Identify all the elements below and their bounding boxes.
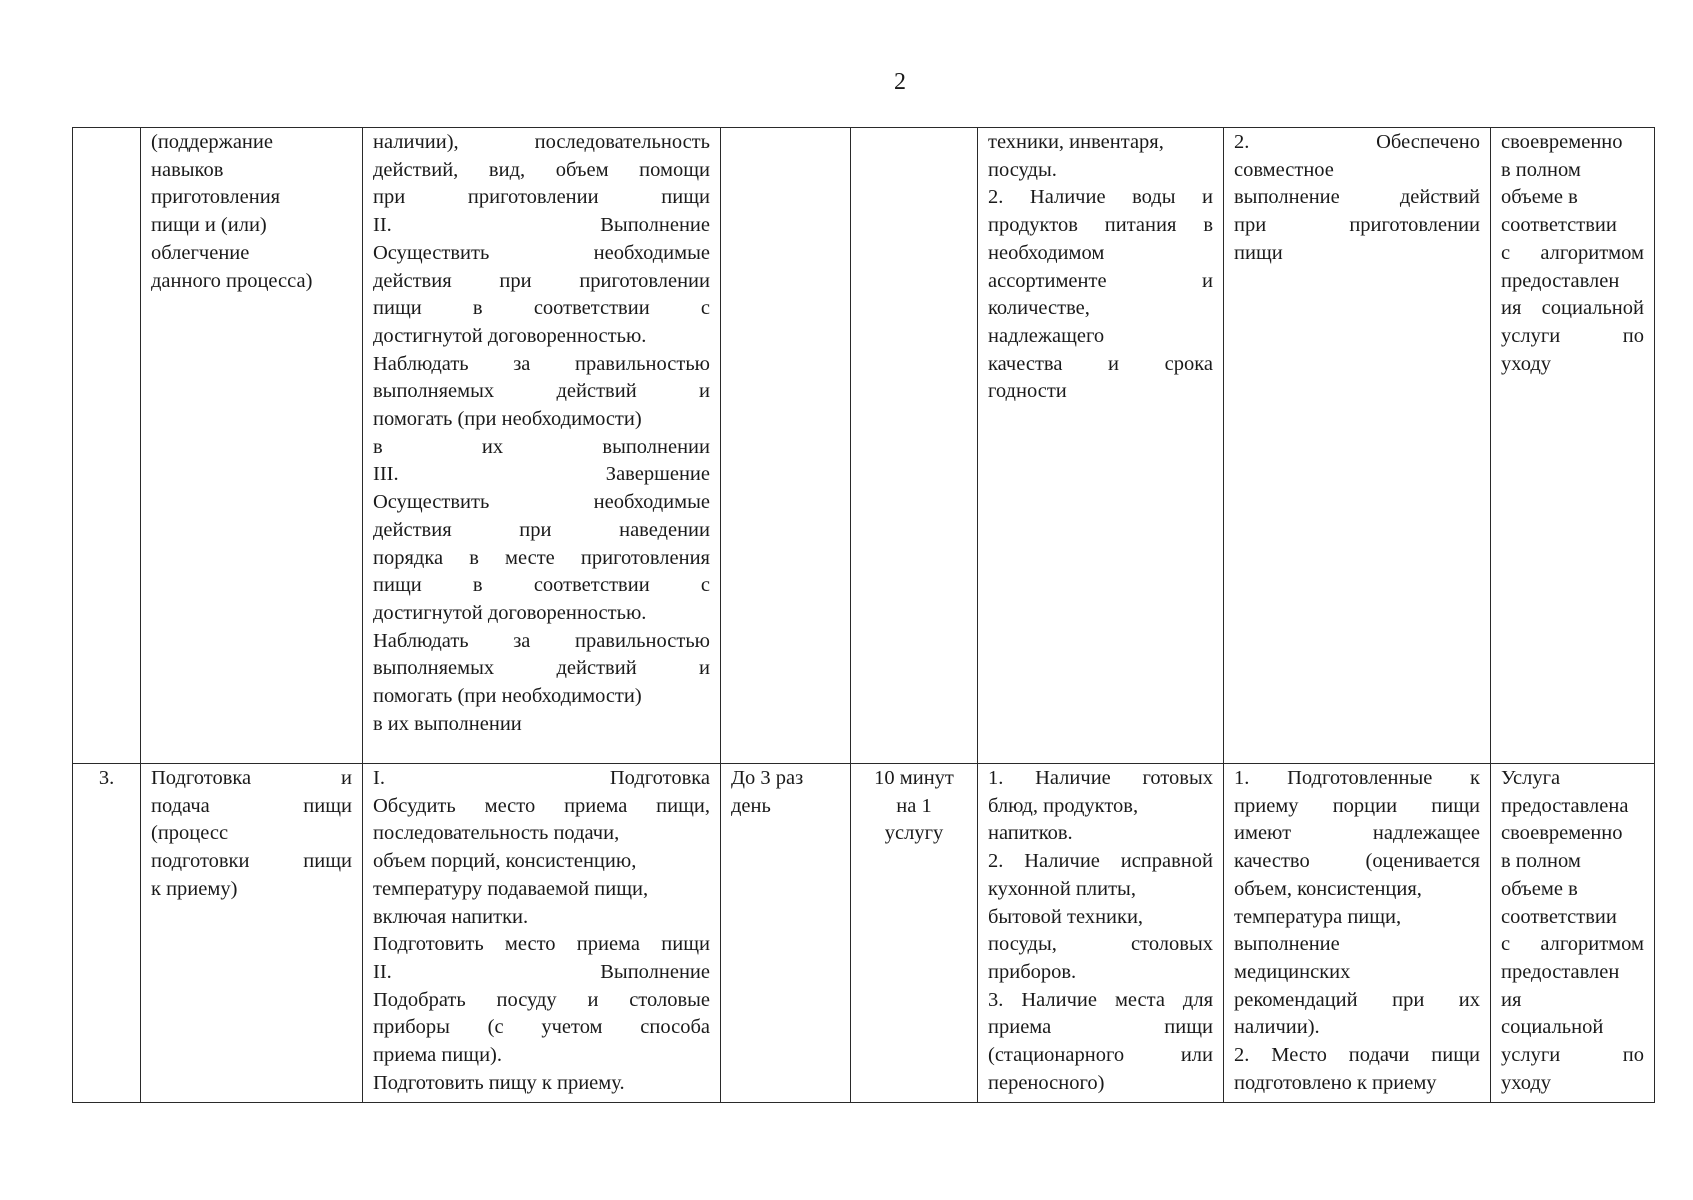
cell-text-line: в их выполнении xyxy=(373,712,522,735)
cell-text-line: Обсудить место приема пищи, xyxy=(373,794,710,817)
cell-text-line: 2. Наличие исправной xyxy=(988,850,1213,873)
table-row xyxy=(73,128,1655,764)
cell-text-line: Подобрать посуду и столовые xyxy=(373,988,710,1011)
cell-text-line: действия при наведении xyxy=(373,518,710,541)
cell-text-line: 1. Подготовленные к xyxy=(1234,767,1480,789)
cell-text-line: 3. Наличие места для xyxy=(988,988,1213,1011)
cell-text-line: день xyxy=(731,794,771,817)
cell-text-line: ассортименте и xyxy=(988,269,1213,292)
cell-text-line: действия при приготовлении xyxy=(373,269,710,292)
cell-text-line: помогать (при необходимости) xyxy=(373,408,642,431)
cell-text-line: своевременно xyxy=(1501,131,1623,153)
cell-text-line: приему порции пищи xyxy=(1234,794,1480,817)
cell-text-line: данного процесса) xyxy=(151,269,313,292)
results-cell xyxy=(1224,764,1491,1103)
cell-text-line: Осуществить необходимые xyxy=(373,241,710,264)
cell-text-line: напитков. xyxy=(988,822,1073,845)
cell-text-line: пищи xyxy=(1234,241,1283,264)
cell-text-line: подготовки пищи xyxy=(151,850,352,873)
cell-text-line: услуги по xyxy=(1501,324,1644,347)
cell-text-line: пищи в соответствии с xyxy=(373,574,710,597)
cell-text-line: II. Выполнение xyxy=(373,214,710,237)
service-name-cell xyxy=(141,128,363,764)
cell-text-line: подача пищи xyxy=(151,794,352,817)
cell-text-line: предоставлен xyxy=(1501,960,1620,983)
cell-text-line: предоставлена xyxy=(1501,794,1629,817)
cell-text-line: выполнение действий xyxy=(1234,186,1480,209)
cell-text-line: блюд, продуктов, xyxy=(988,794,1139,817)
cell-text-line: выполнение xyxy=(1234,933,1340,956)
cell-text-line: имеют надлежащее xyxy=(1234,822,1480,845)
evaluation-cell xyxy=(1491,128,1655,764)
cell-text-line: с алгоритмом xyxy=(1501,241,1644,264)
cell-text-line: действий, вид, объем помощи xyxy=(373,158,710,181)
table-row xyxy=(73,764,1655,1103)
cell-text-line: своевременно xyxy=(1501,822,1623,845)
cell-text-line: Подготовить пищу к приему. xyxy=(373,1071,625,1094)
cell-text-line: Осуществить необходимые xyxy=(373,491,710,514)
cell-text-line: приема пищи xyxy=(988,1016,1213,1039)
cell-text-line: Подготовить место приема пищи xyxy=(373,933,710,956)
cell-text-line: соответствии xyxy=(1501,214,1617,237)
cell-text-line: объем, консистенция, xyxy=(1234,877,1422,900)
cell-text-line: посуды, столовых xyxy=(988,933,1213,956)
procedure-cell xyxy=(363,128,721,764)
procedure-cell xyxy=(363,764,721,1103)
cell-text-line: приема пищи). xyxy=(373,1044,502,1067)
cell-text-line: Наблюдать за правильностью xyxy=(373,629,710,652)
cell-text-line: II. Выполнение xyxy=(373,960,710,983)
cell-text-line: 2. Наличие воды и xyxy=(988,186,1213,209)
cell-text-line: к приему) xyxy=(151,877,238,900)
cell-text-line: 1. Наличие готовых xyxy=(988,767,1213,789)
conditions-cell xyxy=(978,764,1224,1103)
cell-text-line: I. Подготовка xyxy=(373,767,710,789)
cell-text-line: приготовления xyxy=(151,186,281,209)
cell-text-line: объеме в xyxy=(1501,877,1578,900)
cell-text-line: Услуга xyxy=(1501,767,1561,789)
cell-text-line: рекомендаций при их xyxy=(1234,988,1480,1011)
cell-text-line: (процесс xyxy=(151,822,229,845)
cell-text-line: 2. Место подачи пищи xyxy=(1234,1044,1480,1067)
cell-text-line: До 3 раз xyxy=(731,767,804,789)
cell-text-line: приборов. xyxy=(988,960,1077,983)
cell-text-line: достигнутой договоренностью. xyxy=(373,324,647,347)
cell-text-line: пищи в соответствии с xyxy=(373,297,710,320)
cell-text-line: техники, инвентаря, xyxy=(988,131,1164,153)
cell-text-line: бытовой техники, xyxy=(988,905,1144,928)
cell-text-line: III. Завершение xyxy=(373,463,710,486)
cell-text-line: с алгоритмом xyxy=(1501,933,1644,956)
cell-text-line: наличии). xyxy=(1234,1016,1320,1039)
cell-text-line: необходимом xyxy=(988,241,1105,264)
cell-text-line: выполняемых действий и xyxy=(373,657,710,680)
cell-text-line: выполняемых действий и xyxy=(373,380,710,403)
services-table xyxy=(72,127,1655,1103)
cell-text-line: количестве, xyxy=(988,297,1090,320)
cell-text-line: последовательность подачи, xyxy=(373,822,620,845)
cell-text-line: в полном xyxy=(1501,850,1581,873)
cell-text-line: (поддержание xyxy=(151,131,273,153)
cell-text-line: помогать (при необходимости) xyxy=(373,685,642,708)
cell-text-line: Подготовка и xyxy=(151,767,352,789)
cell-text-line: уходу xyxy=(1501,352,1552,375)
cell-text-line: пищи и (или) xyxy=(151,214,267,237)
cell-text-line: переносного) xyxy=(988,1071,1105,1094)
frequency-cell xyxy=(721,128,851,764)
results-cell xyxy=(1224,128,1491,764)
cell-text-line: предоставлен xyxy=(1501,269,1620,292)
cell-text-line: объеме в xyxy=(1501,186,1578,209)
cell-text-line: годности xyxy=(988,380,1067,403)
cell-text-line: Наблюдать за правильностью xyxy=(373,352,710,375)
cell-text-line: качества и срока xyxy=(988,352,1213,375)
cell-text-line: 10 минут xyxy=(874,767,954,789)
row-number-cell xyxy=(73,128,141,764)
cell-text-line: порядка в месте приготовления xyxy=(373,546,710,569)
cell-text-line: в полном xyxy=(1501,158,1581,181)
cell-text-line: достигнутой договоренностью. xyxy=(373,601,647,624)
cell-text-line: уходу xyxy=(1501,1071,1552,1094)
duration-cell xyxy=(851,128,978,764)
cell-text-line: (стационарного или xyxy=(988,1044,1213,1067)
cell-text-line: наличии), последовательность xyxy=(373,131,710,153)
cell-text-line: при приготовлении xyxy=(1234,214,1480,237)
cell-text-line: при приготовлении пищи xyxy=(373,186,710,209)
cell-text-line: навыков xyxy=(151,158,224,181)
cell-text-line: объем порций, консистенцию, xyxy=(373,850,637,873)
service-name-cell xyxy=(141,764,363,1103)
frequency-cell xyxy=(721,764,851,1103)
cell-text-line: продуктов питания в xyxy=(988,214,1213,237)
cell-text-line: услугу xyxy=(884,822,944,845)
cell-text-line: на 1 xyxy=(896,794,932,817)
cell-text-line: ия xyxy=(1501,988,1522,1011)
duration-cell xyxy=(851,764,978,1103)
cell-text-line: температура пищи, xyxy=(1234,905,1402,928)
cell-text-line: температуру подаваемой пищи, xyxy=(373,877,649,900)
cell-text-line: облегчение xyxy=(151,241,250,264)
cell-text-line: 2. Обеспечено xyxy=(1234,131,1480,153)
cell-text-line: социальной xyxy=(1501,1016,1604,1039)
conditions-cell xyxy=(978,128,1224,764)
cell-text-line: совместное xyxy=(1234,158,1334,181)
cell-text-line: качество (оценивается xyxy=(1234,850,1480,873)
cell-text-line: в их выполнении xyxy=(373,435,710,458)
page-number: 2 xyxy=(894,69,906,95)
cell-text-line: посуды. xyxy=(988,158,1057,181)
row-number-cell: 3. xyxy=(73,764,141,1103)
cell-text-line: услуги по xyxy=(1501,1044,1644,1067)
cell-text-line: кухонной плиты, xyxy=(988,877,1136,900)
cell-text-line: включая напитки. xyxy=(373,905,529,928)
cell-text-line: надлежащего xyxy=(988,324,1105,347)
cell-text-line: подготовлено к приему xyxy=(1234,1071,1437,1094)
cell-text-line: соответствии xyxy=(1501,905,1617,928)
cell-text-line: приборы (с учетом способа xyxy=(373,1016,710,1039)
cell-text-line: ия социальной xyxy=(1501,297,1644,320)
evaluation-cell xyxy=(1491,764,1655,1103)
cell-text-line: медицинских xyxy=(1234,960,1351,983)
